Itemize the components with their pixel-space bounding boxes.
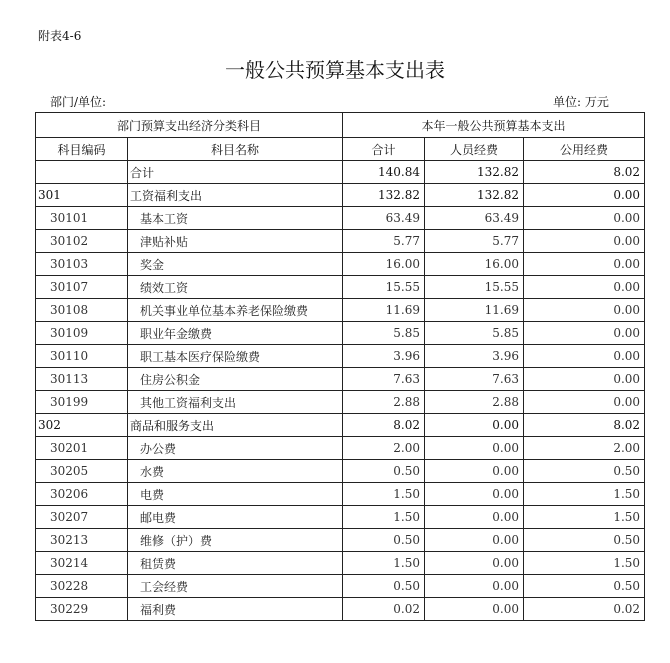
row-total: 3.96 (343, 345, 425, 368)
table-row (36, 276, 645, 299)
row-total: 11.69 (343, 299, 425, 322)
row-code: 30228 (36, 575, 128, 598)
row-total: 63.49 (343, 207, 425, 230)
row-personnel: 5.85 (425, 322, 524, 345)
row-code (36, 161, 128, 184)
table-row (36, 345, 645, 368)
row-public: 0.00 (524, 299, 645, 322)
row-name: 福利费 (128, 598, 343, 621)
row-public: 8.02 (524, 161, 645, 184)
row-total: 7.63 (343, 368, 425, 391)
expenditure-table (35, 112, 645, 621)
table-row (36, 529, 645, 552)
department-label: 部门/单位: (50, 95, 107, 109)
row-code: 30229 (36, 598, 128, 621)
row-code: 30214 (36, 552, 128, 575)
row-code: 302 (36, 414, 128, 437)
column-header-row (36, 138, 645, 161)
table-row (36, 391, 645, 414)
table-row (36, 230, 645, 253)
group-header-current-year: 本年一般公共预算基本支出 (343, 113, 645, 138)
table-row (36, 414, 645, 437)
row-code: 30213 (36, 529, 128, 552)
row-code: 30201 (36, 437, 128, 460)
row-total: 0.50 (343, 529, 425, 552)
row-code: 30113 (36, 368, 128, 391)
row-total: 8.02 (343, 414, 425, 437)
row-personnel: 0.00 (425, 552, 524, 575)
row-name: 住房公积金 (128, 368, 343, 391)
table-row (36, 506, 645, 529)
row-total: 0.02 (343, 598, 425, 621)
row-code: 301 (36, 184, 128, 207)
row-public: 0.50 (524, 575, 645, 598)
column-header-name: 科目名称 (128, 138, 343, 161)
row-public: 0.00 (524, 253, 645, 276)
row-total: 5.77 (343, 230, 425, 253)
table-row (36, 161, 645, 184)
row-name: 奖金 (128, 253, 343, 276)
row-personnel: 63.49 (425, 207, 524, 230)
table-row (36, 368, 645, 391)
row-name: 其他工资福利支出 (128, 391, 343, 414)
row-name: 办公费 (128, 437, 343, 460)
row-personnel: 11.69 (425, 299, 524, 322)
row-name: 基本工资 (128, 207, 343, 230)
row-name: 职业年金缴费 (128, 322, 343, 345)
row-public: 0.00 (524, 276, 645, 299)
row-name: 合计 (128, 161, 343, 184)
row-code: 30205 (36, 460, 128, 483)
row-name: 维修（护）费 (128, 529, 343, 552)
row-personnel: 15.55 (425, 276, 524, 299)
row-personnel: 132.82 (425, 161, 524, 184)
row-total: 2.88 (343, 391, 425, 414)
row-personnel: 2.88 (425, 391, 524, 414)
table-row (36, 299, 645, 322)
row-total: 0.50 (343, 460, 425, 483)
row-personnel: 3.96 (425, 345, 524, 368)
row-total: 15.55 (343, 276, 425, 299)
row-total: 1.50 (343, 506, 425, 529)
row-public: 0.00 (524, 391, 645, 414)
row-public: 0.50 (524, 460, 645, 483)
column-header-personnel: 人员经费 (425, 138, 524, 161)
row-name: 工资福利支出 (128, 184, 343, 207)
row-code: 30110 (36, 345, 128, 368)
table-row (36, 207, 645, 230)
row-total: 1.50 (343, 483, 425, 506)
row-personnel: 0.00 (425, 437, 524, 460)
row-personnel: 0.00 (425, 483, 524, 506)
row-total: 5.85 (343, 322, 425, 345)
row-total: 140.84 (343, 161, 425, 184)
row-personnel: 0.00 (425, 414, 524, 437)
row-name: 津贴补贴 (128, 230, 343, 253)
table-row (36, 322, 645, 345)
row-personnel: 7.63 (425, 368, 524, 391)
group-header-row (36, 113, 645, 138)
row-public: 0.00 (524, 230, 645, 253)
row-public: 0.00 (524, 345, 645, 368)
group-header-classification: 部门预算支出经济分类科目 (36, 113, 343, 138)
row-public: 1.50 (524, 483, 645, 506)
row-personnel: 0.00 (425, 529, 524, 552)
row-personnel: 0.00 (425, 575, 524, 598)
column-header-public: 公用经费 (524, 138, 645, 161)
row-personnel: 0.00 (425, 460, 524, 483)
table-row (36, 552, 645, 575)
table-row (36, 483, 645, 506)
row-total: 132.82 (343, 184, 425, 207)
row-public: 2.00 (524, 437, 645, 460)
row-total: 0.50 (343, 575, 425, 598)
table-row (36, 598, 645, 621)
row-code: 30102 (36, 230, 128, 253)
row-code: 30207 (36, 506, 128, 529)
table-row (36, 184, 645, 207)
row-total: 16.00 (343, 253, 425, 276)
row-name: 电费 (128, 483, 343, 506)
row-personnel: 0.00 (425, 598, 524, 621)
row-code: 30103 (36, 253, 128, 276)
row-personnel: 5.77 (425, 230, 524, 253)
row-personnel: 16.00 (425, 253, 524, 276)
page-title: 一般公共预算基本支出表 (225, 58, 445, 82)
row-personnel: 132.82 (425, 184, 524, 207)
row-public: 0.00 (524, 207, 645, 230)
column-header-total: 合计 (343, 138, 425, 161)
row-code: 30206 (36, 483, 128, 506)
row-name: 邮电费 (128, 506, 343, 529)
row-name: 职工基本医疗保险缴费 (128, 345, 343, 368)
column-header-code: 科目编码 (36, 138, 128, 161)
unit-label: 单位: 万元 (553, 95, 609, 109)
row-code: 30108 (36, 299, 128, 322)
row-total: 1.50 (343, 552, 425, 575)
row-name: 机关事业单位基本养老保险缴费 (128, 299, 343, 322)
row-public: 8.02 (524, 414, 645, 437)
row-name: 租赁费 (128, 552, 343, 575)
row-public: 0.00 (524, 322, 645, 345)
table-row (36, 253, 645, 276)
row-personnel: 0.00 (425, 506, 524, 529)
table-row (36, 575, 645, 598)
row-name: 绩效工资 (128, 276, 343, 299)
row-code: 30107 (36, 276, 128, 299)
table-row (36, 460, 645, 483)
row-public: 1.50 (524, 506, 645, 529)
row-code: 30199 (36, 391, 128, 414)
row-public: 0.00 (524, 184, 645, 207)
row-code: 30109 (36, 322, 128, 345)
row-public: 1.50 (524, 552, 645, 575)
row-code: 30101 (36, 207, 128, 230)
row-name: 工会经费 (128, 575, 343, 598)
row-name: 商品和服务支出 (128, 414, 343, 437)
row-public: 0.50 (524, 529, 645, 552)
row-name: 水费 (128, 460, 343, 483)
row-public: 0.02 (524, 598, 645, 621)
row-total: 2.00 (343, 437, 425, 460)
table-row (36, 437, 645, 460)
row-public: 0.00 (524, 368, 645, 391)
appendix-note: 附表4-6 (38, 29, 82, 43)
